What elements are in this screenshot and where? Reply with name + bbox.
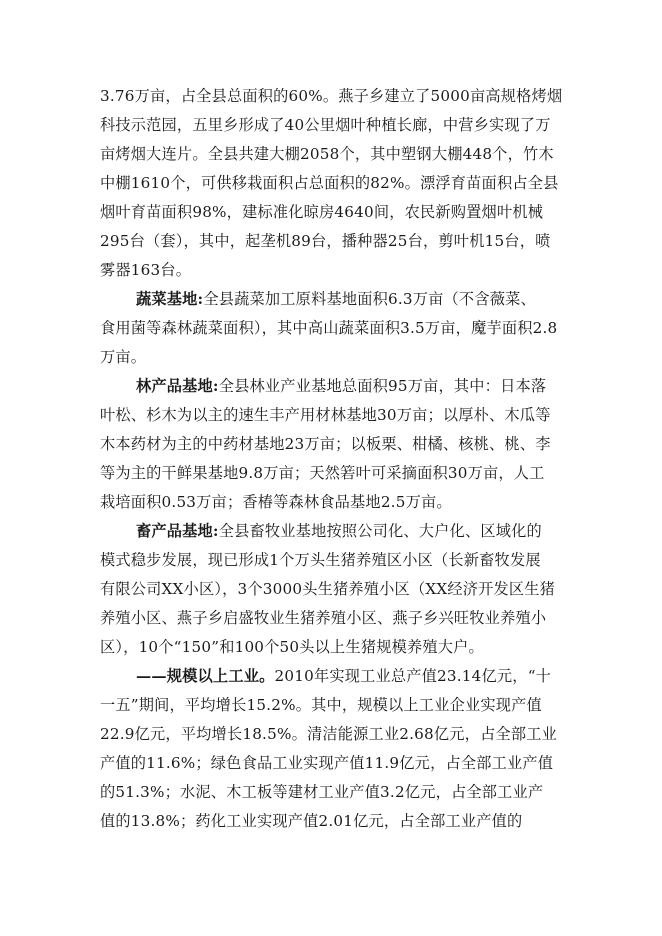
text-line: 3.76万亩，占全县总面积的60%。燕子乡建立了5000亩高规格烤烟 [100, 87, 563, 105]
text-line: 值的13.8%；药化工业实现产值2.01亿元，占全部工业产值的 [100, 812, 523, 830]
text-line: 叶松、杉木为以主的速生丰产用材林基地30万亩；以厚朴、木瓜等 [100, 406, 551, 424]
text-line [136, 521, 542, 541]
text-line: 木本药材为主的中药材基地23万亩；以板栗、柑橘、核桃、桃、李 [100, 435, 551, 453]
text-line: 亩烤烟大连片。全县共建大棚2058个，其中塑钢大棚448个，竹木 [100, 145, 554, 163]
text-line: 22.9亿元，平均增长18.5%。清洁能源工业2.68亿元，占全部工业 [100, 725, 558, 743]
section-heading: 畜产品基地: [136, 522, 219, 540]
section-heading: 林产品基地: [136, 377, 219, 395]
text-line: 产值的11.6%；绿色食品工业实现产值11.9亿元，占全部工业产值 [100, 754, 554, 772]
text-line [136, 289, 536, 309]
text-line: 295台（套），其中，起垄机89台，播种器25台，剪叶机15台，喷 [100, 232, 551, 250]
text-segment: 全县畜牧业基地按照公司化、大户化、区域化的 [218, 522, 542, 540]
text-line: 模式稳步发展，现已形成1个万头生猪养殖区小区（长新畜牧发展 [100, 551, 541, 569]
text-line [136, 666, 551, 686]
text-segment: 2010年实现工业总产值23.14亿元，“十 [274, 667, 552, 685]
text-line: 一五”期间，平均增长15.2%。其中，规模以上工业企业实现产值 [100, 696, 542, 714]
section-heading: ——规模以上工业。 [136, 667, 275, 685]
text-line: 雾器163台。 [100, 261, 192, 279]
text-line: 烟叶育苗面积98%，建标准化晾房4640间，农民新购置烟叶机械 [100, 203, 544, 221]
text-line [136, 376, 546, 396]
text-line: 的51.3%；水泥、木工板等建材工业产值3.2亿元，占全部工业产 [100, 783, 544, 801]
text-line: 栽培面积0.53万亩；香椿等森林食品基地2.5万亩。 [100, 493, 452, 511]
text-line: 中棚1610个，可供移栽面积占总面积的82%。漂浮育苗面积占全县 [100, 174, 559, 192]
text-segment: 全县蔬菜加工原料基地面积6.3万亩（不含薇菜、 [203, 290, 536, 308]
text-line: 区），10个“150”和100个50头以上生猪规模养殖大户。 [100, 638, 484, 656]
text-line: 万亩。 [100, 348, 147, 366]
section-heading: 蔬菜基地: [136, 290, 204, 308]
text-line: 有限公司XX小区），3个3000头生猪养殖小区（XX经济开发区生猪 [100, 580, 556, 598]
text-line: 等为主的干鲜果基地9.8万亩；天然箬叶可采摘面积30万亩，人工 [100, 464, 545, 482]
text-segment: 全县林业产业基地总面积95万亩，其中：日本落 [218, 377, 547, 395]
text-line: 养殖小区、燕子乡启盛牧业生猪养殖小区、燕子乡兴旺牧业养殖小 [100, 609, 547, 627]
text-line: 科技示范园，五里乡形成了40公里烟叶种植长廊，中营乡实现了万 [100, 116, 551, 134]
text-line: 食用菌等森林蔬菜面积），其中高山蔬菜面积3.5万亩，魔芋面积2.8 [100, 319, 558, 337]
